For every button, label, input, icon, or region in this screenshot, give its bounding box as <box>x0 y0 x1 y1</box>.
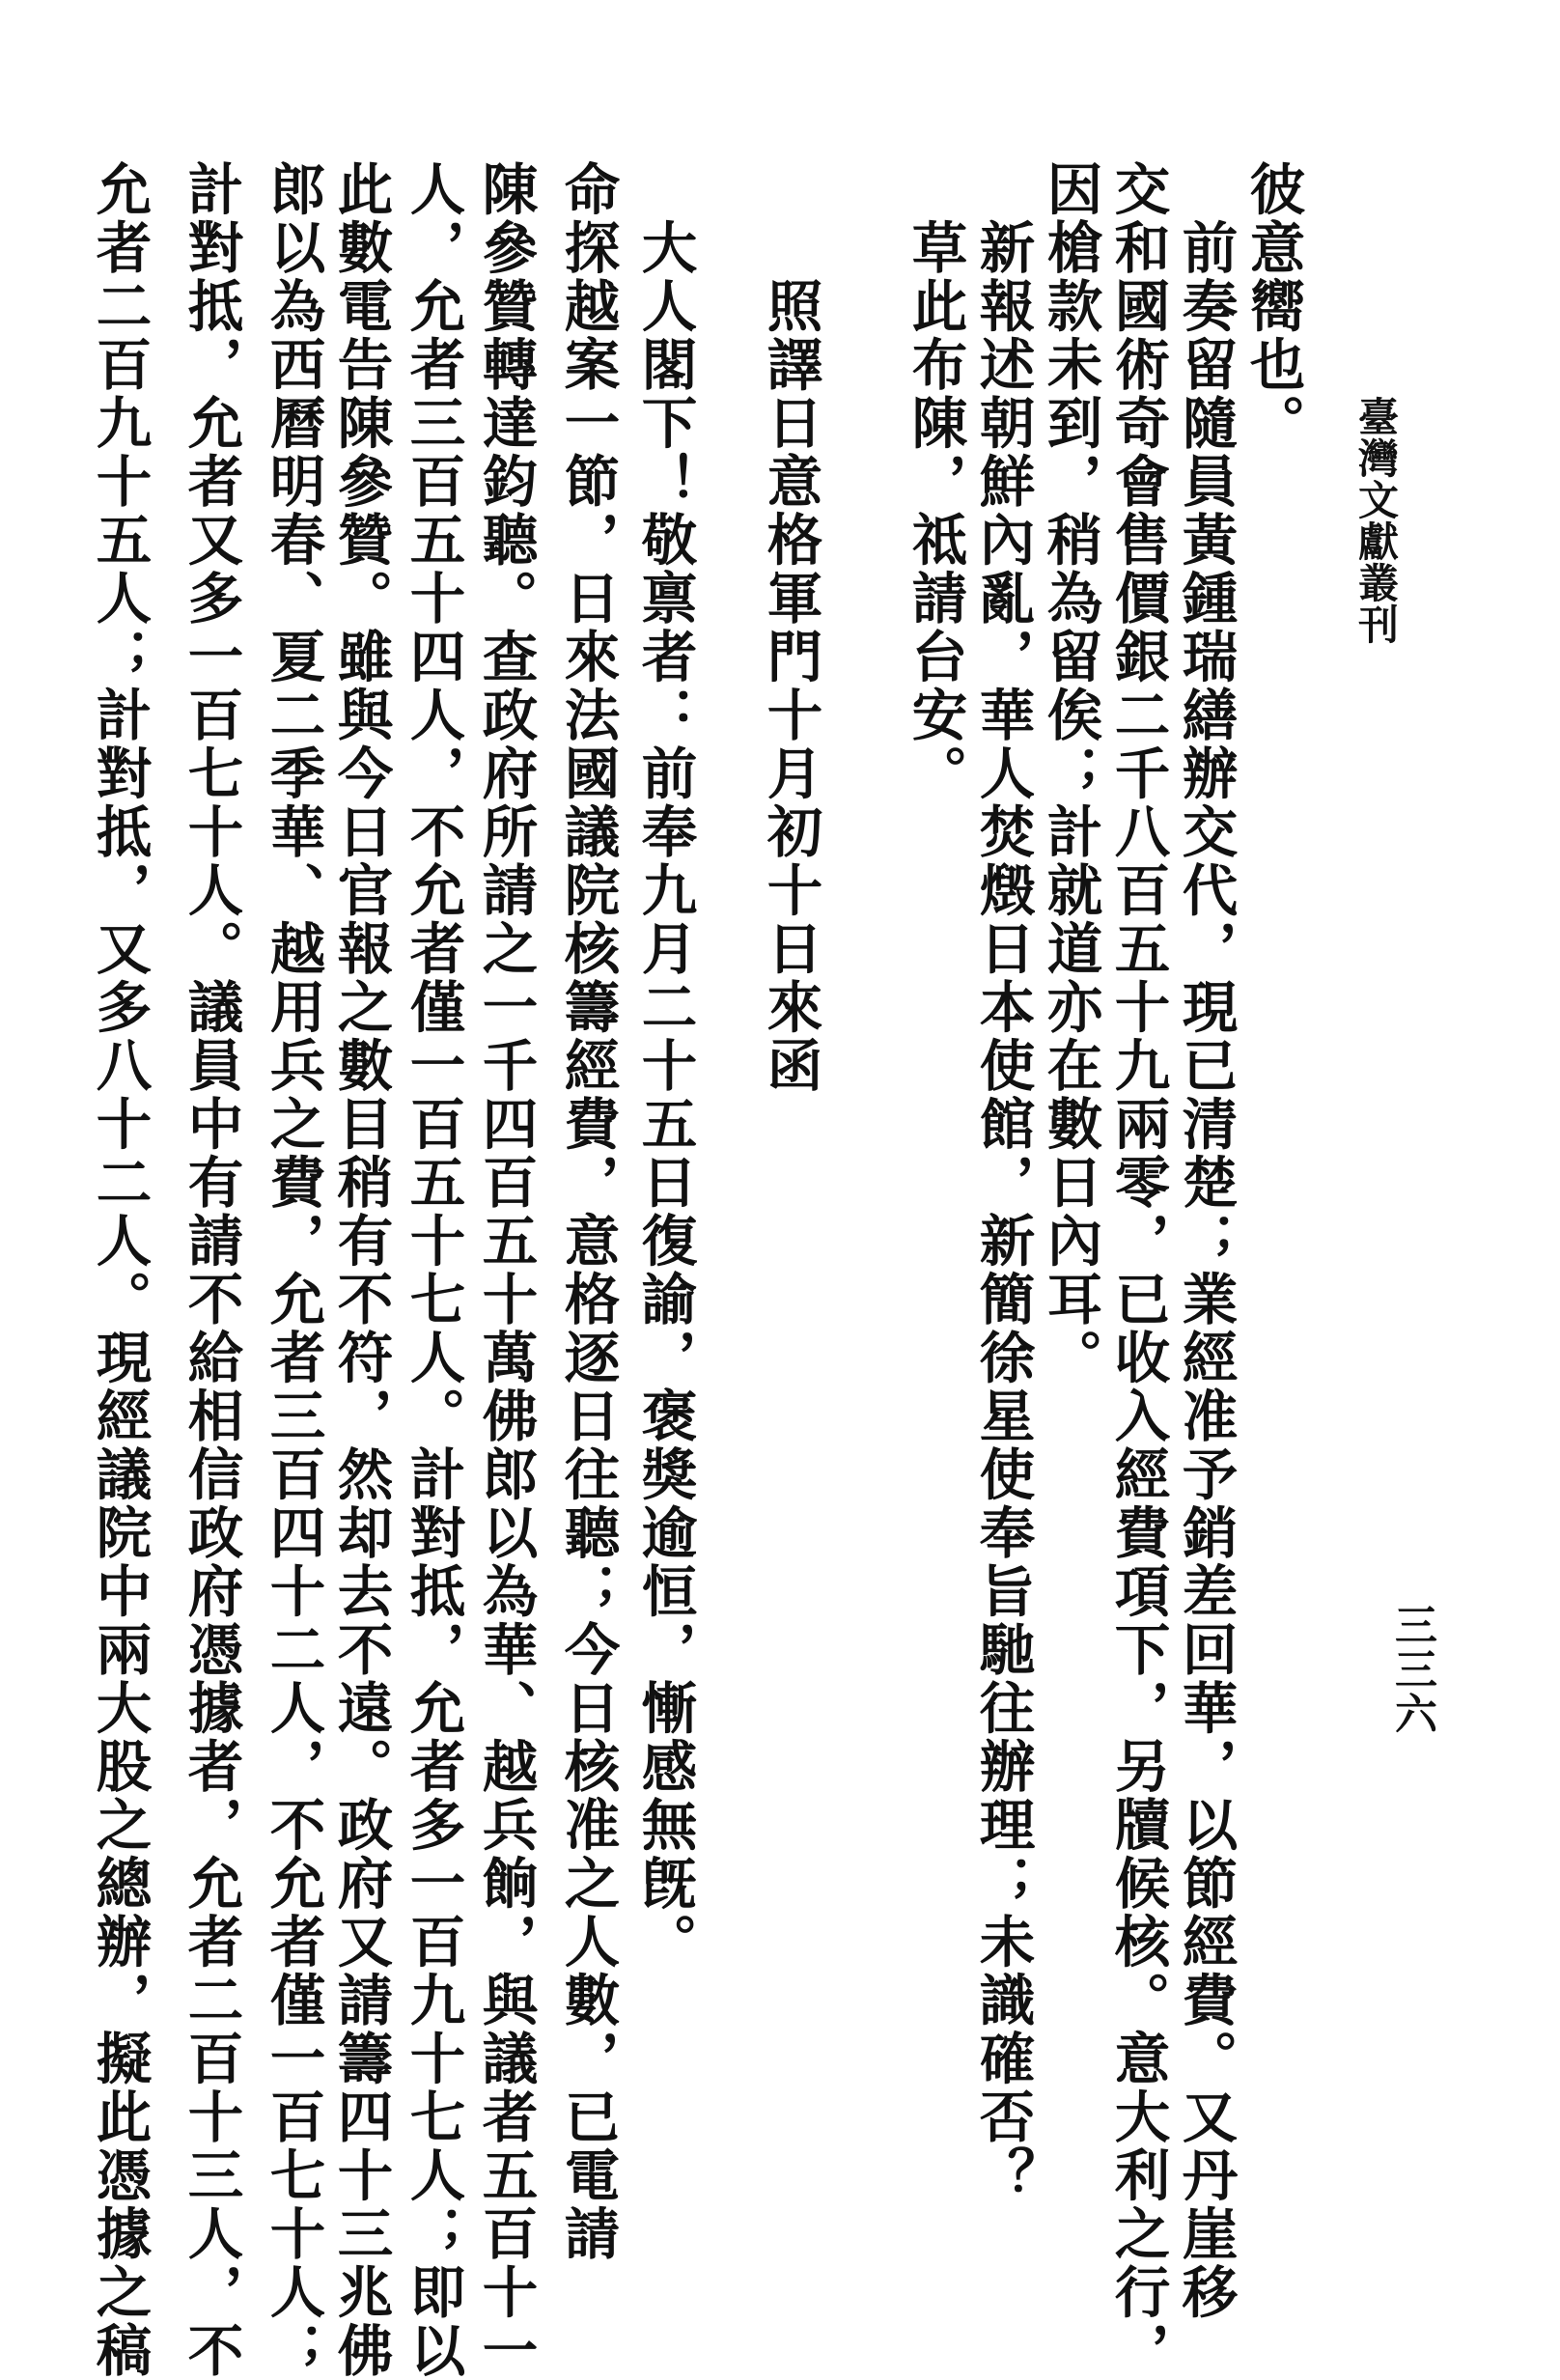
text-column: 大人閣下！敬禀者：前奉九月二十五日復諭，褒獎逾恒，慚感無旣。 <box>632 160 699 1972</box>
text-column: 前奏留隨員黃鍾瑞繕辦交代，現已清楚；業經准予銷差回華，以節經費。又丹崖移 <box>1173 160 1240 2322</box>
text-column: 彼意嚮也。 <box>1240 160 1307 453</box>
text-column: 陳參贊轉達鈞聽。查政府所請之一千四百五十萬佛郎以為華、越兵餉，與議者五百十一 <box>473 160 540 2380</box>
series-title: 臺灣文獻叢刊 <box>1352 396 1400 645</box>
page-number: 三三六 <box>1387 1603 1436 1736</box>
text-column: 計對抵，允者又多一百七十人。議員中有請不給相信政府憑據者，允者二百十三人，不 <box>179 160 245 2380</box>
text-column: 交和國術奇會售價銀二千八百五十九兩零，已收入經費項下，另牘候核。意大利之行， <box>1105 160 1172 2380</box>
text-column: 此數電告陳參贊。雖與今日官報之數目稍有不符，然却去不遠。政府又請籌四十三兆佛 <box>328 160 395 2380</box>
text-column: 人，允者三百五十四人，不允者僅一百五十七人。計對抵，允者多一百九十七人；即以 <box>401 160 467 2380</box>
text-column: 新報述朝鮮內亂，華人焚燬日本使館，新簡徐星使奉旨馳往辦理；未識確否？ <box>970 160 1037 2205</box>
text-column: 因槍款未到，稍為留俟；計就道亦在數日內耳。 <box>1038 160 1104 1387</box>
text-column: 允者二百九十五人；計對抵，又多八十二人。現經議院中兩大股之總辦，擬此憑據之稿 <box>87 160 153 2380</box>
text-column: 郎以為西曆明春、夏二季華、越用兵之費，允者三百四十二人，不允者僅一百七十人； <box>261 160 327 2380</box>
text-column: 命探越案一節，日來法國議院核籌經費，意格逐日往聽；今日核准之人數，已電請 <box>555 160 622 2263</box>
letter-heading: 照譯日意格軍門十月初十日來函 <box>758 160 824 1095</box>
text-column: 草此布陳，祗請台安。 <box>903 160 969 803</box>
